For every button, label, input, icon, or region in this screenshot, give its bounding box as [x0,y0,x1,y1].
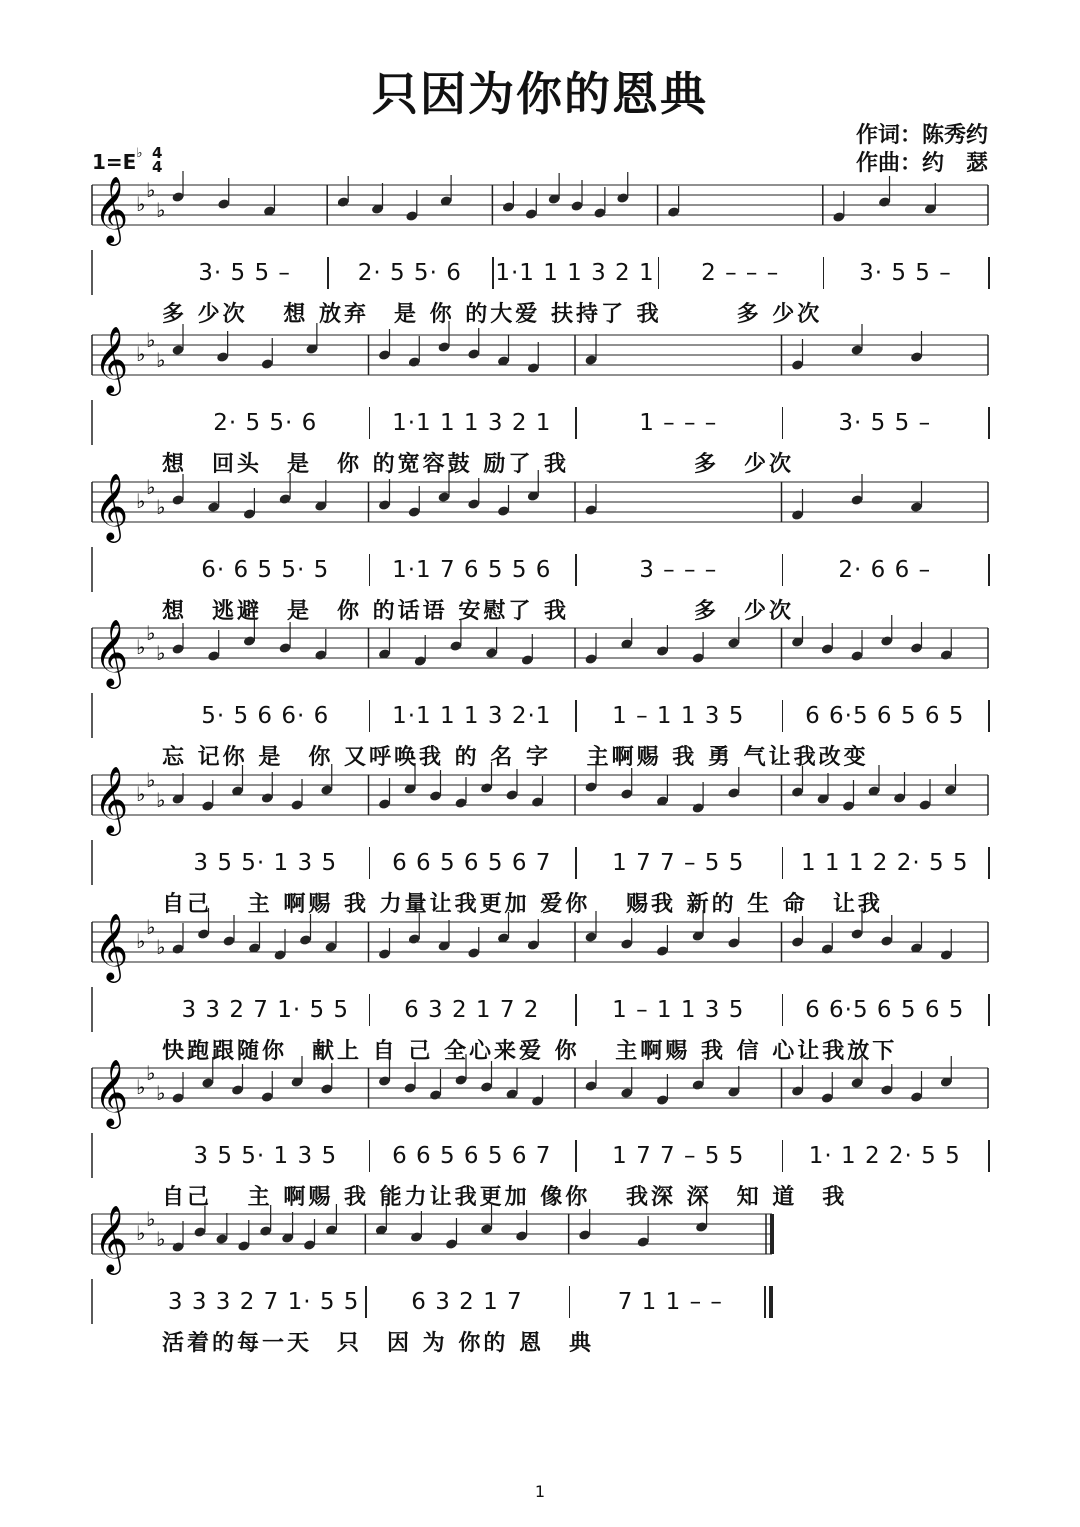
song-title: 只因为你的恩典 [372,67,708,121]
jianpu-measure [369,990,576,1030]
treble-clef-icon: 𝄞 [94,765,129,833]
jianpu-bar [988,554,990,586]
jianpu-notes: 1 – 1 1 3 5 [612,703,745,729]
jianpu-notes: 6 3 2 1 7 [411,1289,523,1315]
jianpu-notes: 6 6·5 6 5 6 5 [805,703,965,729]
jianpu-notes: 3· 5 5 – [859,260,952,286]
flat-icon: ♭ [156,788,166,812]
jianpu-measure [369,403,576,443]
jianpu-row [92,550,988,590]
treble-clef-icon: 𝄞 [94,1204,129,1272]
jianpu-measure [369,1136,576,1176]
jianpu-measure [569,1282,772,1322]
flat-icon: ♭ [146,915,156,939]
flat-icon: ♭ [146,475,156,499]
meter-bottom: 4 [152,158,163,176]
jianpu-measure [162,403,369,443]
flat-icon: ♭ [146,328,156,352]
flat-icon: ♭ [146,1061,156,1085]
jianpu-final-bar [764,1286,766,1318]
flat-icon: ♭ [136,782,146,806]
flat-icon: ♭ [146,768,156,792]
jianpu-notes: 1 7 7 – 5 5 [612,1143,745,1169]
jianpu-notes: 1· 1 2 2· 5 5 [808,1143,961,1169]
key-flat-mark: ♭ [136,146,143,162]
flat-icon: ♭ [146,621,156,645]
jianpu-notes: 7 1 1 – – [617,1289,723,1315]
jianpu-measure [782,843,989,883]
lyricist: 作词：陈秀约 [855,123,988,148]
jianpu-notes: 1·1 1 1 3 2 1 [392,410,552,436]
jianpu-measure [823,253,988,293]
treble-clef-icon: 𝄞 [94,175,129,243]
flat-icon: ♭ [156,1227,166,1251]
jianpu-notes: 1·1 1 1 3 2·1 [392,703,552,729]
jianpu-notes: 1 – – – [639,410,718,436]
jianpu-notes: 3· 5 5 – [838,410,932,436]
flat-icon: ♭ [136,489,146,513]
jianpu-measure [492,253,657,293]
composer: 作曲：约 瑟 [855,151,988,176]
jianpu-measure [162,1282,365,1322]
jianpu-row [92,843,988,883]
jianpu-notes: 2· 5 5· 6 [213,410,318,436]
meter-top: 4 [152,144,163,162]
lyrics-line: 想 逃避 是 你 的话语 安慰了 我 多 少次 [162,599,794,624]
treble-clef-icon: 𝄞 [94,325,129,393]
jianpu-measure [575,403,782,443]
jianpu-notes: 6 6·5 6 5 6 5 [805,997,965,1023]
treble-clef-icon: 𝄞 [94,472,129,540]
jianpu-measure [327,253,492,293]
flat-icon: ♭ [136,635,146,659]
jianpu-measure [575,843,782,883]
flat-icon: ♭ [136,1075,146,1099]
flat-icon: ♭ [136,929,146,953]
jianpu-bar [988,847,990,879]
jianpu-measure [782,1136,989,1176]
jianpu-notes: 2· 6 6 – [838,557,932,583]
jianpu-notes: 3· 5 5 – [198,260,291,286]
jianpu-notes: 6 3 2 1 7 2 [404,997,540,1023]
jianpu-measure [369,696,576,736]
flat-icon: ♭ [146,178,156,202]
credits [856,122,988,178]
jianpu-notes: 3 5 5· 1 3 5 [193,850,338,876]
jianpu-notes: 1 7 7 – 5 5 [612,850,745,876]
treble-clef-icon: 𝄞 [94,618,129,686]
flat-icon: ♭ [136,342,146,366]
jianpu-bar [988,407,990,439]
jianpu-notes: 6 6 5 6 5 6 7 [392,850,552,876]
jianpu-row [92,696,988,736]
flat-icon: ♭ [156,198,166,222]
jianpu-row [92,253,988,293]
jianpu-bar [988,1140,990,1172]
jianpu-notes: 1·1 7 6 5 5 6 [392,557,552,583]
jianpu-notes: 6 6 5 6 5 6 7 [392,1143,552,1169]
jianpu-notes: 5· 5 6 6· 6 [201,703,330,729]
page-number: 1 [534,1482,546,1501]
jianpu-measure [369,550,576,590]
jianpu-measure [575,990,782,1030]
jianpu-notes: 3 3 3 2 7 1· 5 5 [167,1289,360,1315]
jianpu-notes: 1·1 1 1 3 2 1 [495,260,655,286]
lyrics-line: 自己 主 啊赐 我 力量让我更加 爱你 赐我 新的 生 命 让我 [162,892,883,917]
jianpu-measure [575,696,782,736]
jianpu-row [92,1282,988,1322]
jianpu-notes: 3 3 2 7 1· 5 5 [181,997,350,1023]
lyrics-line: 想 回头 是 你 的宽容鼓 励了 我 多 少次 [162,452,794,477]
jianpu-measure [575,550,782,590]
lyrics-line: 自己 主 啊赐 我 能力让我更加 像你 我深 深 知 道 我 [162,1185,848,1210]
lyrics-line: 活着的每一天 只 因 为 你的 恩 典 [162,1331,594,1356]
flat-icon: ♭ [136,192,146,216]
jianpu-measure [782,403,989,443]
jianpu-notes: 2· 5 5· 6 [357,260,462,286]
jianpu-measure [162,843,369,883]
flat-icon: ♭ [156,641,166,665]
jianpu-measure [782,990,989,1030]
jianpu-notes: 1 – 1 1 3 5 [612,997,745,1023]
jianpu-notes: 6· 6 5 5· 5 [201,557,330,583]
jianpu-measure [162,696,369,736]
jianpu-row [92,1136,988,1176]
flat-icon: ♭ [156,1081,166,1105]
jianpu-measure [575,1136,782,1176]
jianpu-measure [782,696,989,736]
jianpu-notes: 2 – – – [701,260,780,286]
treble-clef-icon: 𝄞 [94,1058,129,1126]
flat-icon: ♭ [146,1207,156,1231]
key-text: 1=E [92,150,137,174]
jianpu-measure [658,253,823,293]
time-signature [152,146,162,174]
jianpu-measure [369,843,576,883]
jianpu-measure [782,550,989,590]
flat-icon: ♭ [156,348,166,372]
jianpu-final-bar-thick [769,1286,773,1318]
jianpu-bar [988,994,990,1026]
jianpu-row [92,403,988,443]
jianpu-notes: 3 – – – [639,557,718,583]
jianpu-bar [988,700,990,732]
key-signature-label [92,146,143,174]
lyrics-line: 快跑跟随你 献上 自 己 全心来爱 你 主啊赐 我 信 心让我放下 [162,1039,898,1064]
jianpu-measure [162,1136,369,1176]
flat-icon: ♭ [156,935,166,959]
jianpu-measure [162,990,369,1030]
jianpu-row [92,990,988,1030]
jianpu-notes: 3 5 5· 1 3 5 [193,1143,338,1169]
jianpu-notes: 1 1 1 2 2· 5 5 [800,850,969,876]
jianpu-measure [365,1282,568,1322]
jianpu-measure [162,253,327,293]
jianpu-measure [162,550,369,590]
lyrics-line: 忘 记你 是 你 又呼唤我 的 名 字 主啊赐 我 勇 气让我改变 [162,745,869,770]
flat-icon: ♭ [156,495,166,519]
flat-icon: ♭ [136,1221,146,1245]
treble-clef-icon: 𝄞 [94,912,129,980]
jianpu-bar [988,257,990,289]
lyrics-line: 多 少次 想 放弃 是 你 的大爱 扶持了 我 多 少次 [162,302,823,327]
